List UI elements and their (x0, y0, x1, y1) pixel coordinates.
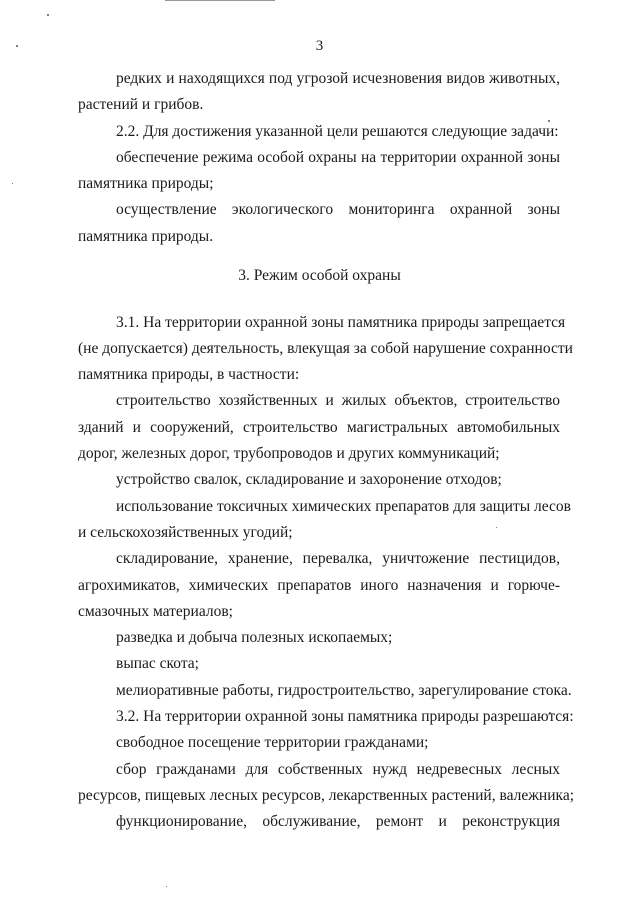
paragraph-line: растений и грибов. (78, 96, 204, 113)
paragraph-line: 3.1. На территории охранной зоны памятника природы запрещается (116, 314, 566, 331)
paragraph-line: (не допускается) деятельность, влекущая за собой нарушение сохранности (78, 340, 573, 357)
paragraph-line: обеспечение режима особой охраны на территории охранной зоны (116, 149, 560, 166)
paragraph-line: складирование, хранение, перевалка, уничтожение пестицидов, (116, 550, 560, 567)
paragraph-line: устройство свалок, складирование и захоронение отходов; (116, 471, 502, 488)
paragraph-line: и сельскохозяйственных угодий; (78, 524, 293, 541)
paragraph-line: 3.2. На территории охранной зоны памятника природы разрешаются: (116, 708, 574, 725)
section-heading: 3. Режим особой охраны (238, 267, 401, 284)
paragraph-line: памятника природы; (78, 175, 214, 192)
scan-edge-line (165, 0, 275, 1)
paragraph-line: 2.2. Для достижения указанной цели решаются следующие задачи: (116, 123, 559, 140)
paragraph-line: смазочных материалов; (78, 603, 233, 620)
paragraph-line: строительство хозяйственных и жилых объектов, строительство (116, 392, 560, 409)
paragraph-line: агрохимикатов, химических препаратов иного назначения и горюче- (78, 577, 560, 594)
paragraph-line: дорог, железных дорог, трубопроводов и других коммуникаций; (78, 445, 500, 462)
paragraph-line: зданий и сооружений, строительство магистральных автомобильных (78, 419, 560, 436)
scan-speck (166, 886, 167, 887)
paragraph-line: сбор гражданами для собственных нужд недревесных лесных (116, 761, 560, 778)
paragraph-line: памятника природы, в частности: (78, 366, 300, 383)
paragraph-line: памятника природы. (78, 228, 214, 245)
paragraph-line: свободное посещение территории гражданами; (116, 734, 429, 751)
paragraph-line: ресурсов, пищевых лесных ресурсов, лекарственных растений, валежника; (78, 787, 575, 804)
paragraph-line: использование токсичных химических препаратов для защиты лесов (116, 498, 571, 515)
paragraph-line: функционирование, обслуживание, ремонт и реконструкция (116, 813, 560, 830)
scan-speck (47, 14, 49, 16)
paragraph-line: мелиоративные работы, гидростроительство, зарегулирование стока. (116, 682, 572, 699)
paragraph-line: выпас скота; (116, 655, 199, 672)
paragraph-line: редких и находящихся под угрозой исчезновения видов животных, (116, 70, 560, 87)
page-number: 3 (315, 38, 324, 54)
scan-speck (12, 183, 13, 184)
paragraph-line: разведка и добыча полезных ископаемых; (116, 629, 393, 646)
paragraph-line: осуществление экологического мониторинга охранной зоны (116, 201, 560, 218)
